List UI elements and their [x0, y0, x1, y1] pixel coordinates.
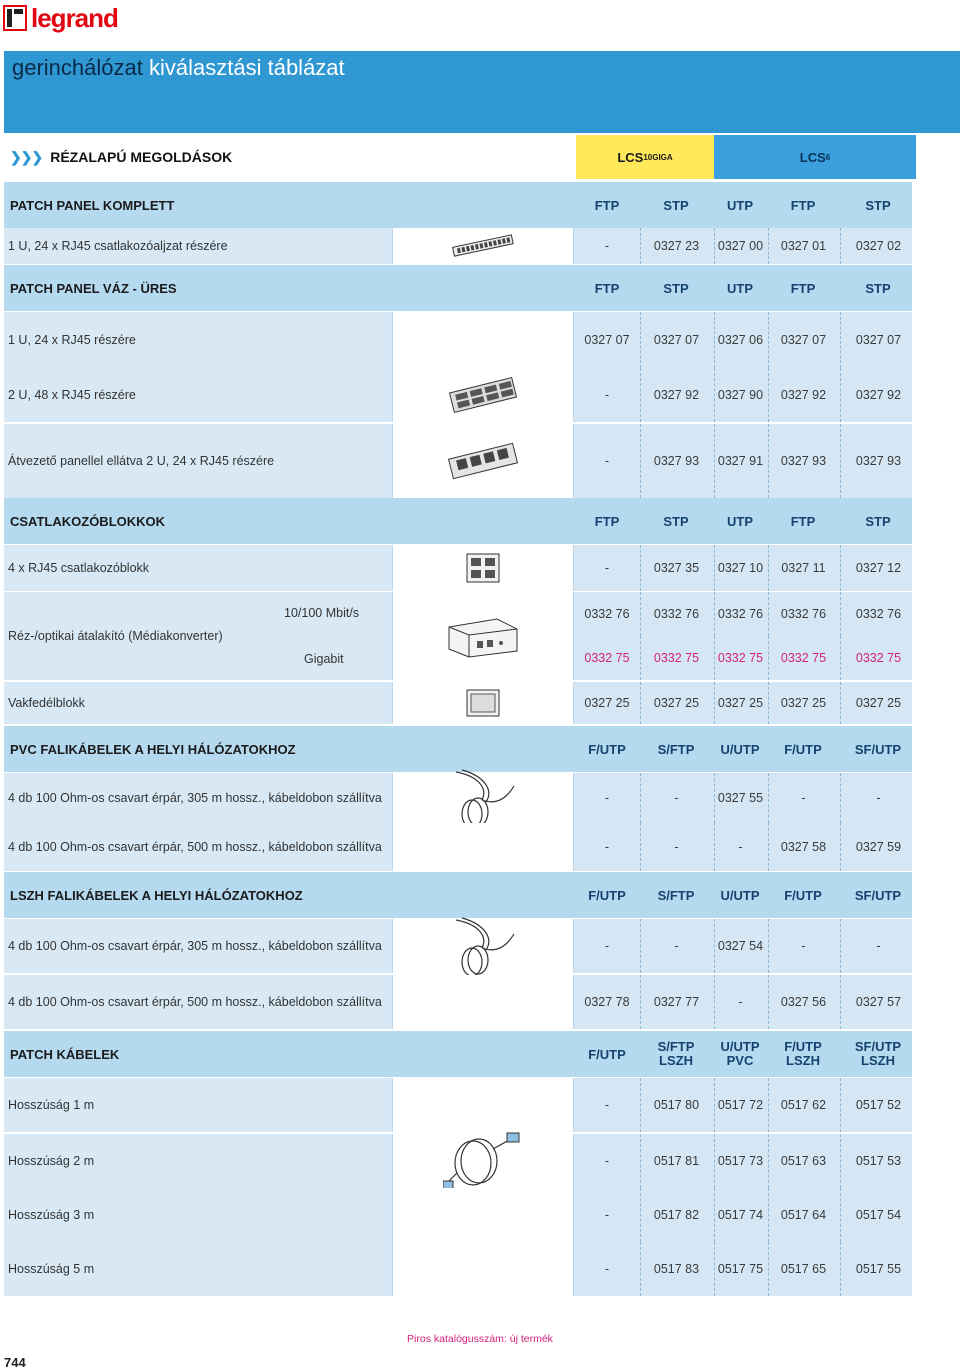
- column-header: F/UTP: [588, 741, 626, 757]
- cable-coil-icon: [392, 919, 574, 973]
- row-label: 1 U, 24 x RJ45 részére: [4, 312, 390, 368]
- speed-label: Gigabit: [304, 652, 344, 666]
- table-row: [4, 312, 912, 368]
- product-code: 0517 63: [768, 1134, 838, 1188]
- column-header: FTP: [790, 513, 816, 529]
- title-banner: [4, 51, 960, 133]
- product-code: 0327 00: [714, 228, 766, 264]
- lcs10giga-column-header: [576, 135, 714, 179]
- row-label: Hosszúság 1 m: [4, 1078, 390, 1132]
- table-header-row: [4, 498, 912, 544]
- table-header-row: [4, 1031, 912, 1077]
- product-code: 0327 90: [714, 368, 766, 422]
- lcs6-column-header: [714, 135, 916, 179]
- row-label: 4 db 100 Ohm-os csavart érpár, 500 m hossz., kábeldobon szállítva: [4, 975, 390, 1029]
- product-code: 0517 82: [640, 1188, 712, 1242]
- column-header: FTP: [790, 197, 816, 213]
- row-label: LSZH FALIKÁBELEK A HELYI HÁLÓZATOKHOZ: [10, 887, 303, 903]
- product-code: 0517 53: [840, 1134, 916, 1188]
- row-label: 4 db 100 Ohm-os csavart érpár, 500 m hossz., kábeldobon szállítva: [4, 823, 390, 871]
- product-code: 0327 35: [640, 545, 712, 591]
- section-title: [4, 135, 390, 179]
- product-code: 0327 12: [840, 545, 916, 591]
- lcs10-label: LCS: [617, 149, 644, 165]
- product-code: -: [604, 1262, 610, 1276]
- legrand-logo: [3, 3, 118, 33]
- row-label: CSATLAKOZÓBLOKKOK: [10, 513, 166, 529]
- product-code: 0327 93: [640, 424, 712, 498]
- product-code-new: 0332 75: [584, 651, 630, 665]
- table-row: [4, 368, 912, 422]
- row-label: 2 U, 48 x RJ45 részére: [4, 368, 390, 422]
- product-image: [392, 975, 574, 1029]
- media-converter-icon: [392, 592, 574, 680]
- product-code: 0327 07: [840, 312, 916, 368]
- product-code: -: [640, 773, 712, 823]
- brand-name: legrand: [31, 2, 118, 33]
- table-row: [4, 592, 912, 680]
- product-code: 0327 07: [640, 312, 712, 368]
- product-code: 0327 59: [840, 823, 916, 871]
- column-header: SF/UTP LSZH: [854, 1039, 902, 1068]
- product-code: 0327 25: [584, 696, 630, 710]
- product-code: 0327 93: [840, 424, 916, 498]
- patch-panel-icon: [392, 228, 574, 264]
- column-header: U/UTP: [720, 887, 760, 903]
- row-label: 4 x RJ45 csatlakozóblokk: [4, 545, 390, 591]
- product-code: 0327 06: [714, 312, 766, 368]
- product-code-new: 0332 75: [640, 636, 712, 680]
- section-header-row: [4, 135, 912, 181]
- table-row: [4, 1242, 912, 1296]
- product-code: -: [768, 919, 838, 973]
- product-code: 0327 10: [714, 545, 766, 591]
- product-code: 0327 25: [714, 682, 766, 724]
- column-header: SF/UTP: [854, 741, 902, 757]
- product-code: 0327 57: [840, 975, 916, 1029]
- product-code: 0517 64: [768, 1188, 838, 1242]
- row-label: 4 db 100 Ohm-os csavart érpár, 305 m hossz., kábeldobon szállítva: [4, 773, 390, 823]
- table-row: [4, 975, 912, 1029]
- row-label: Hosszúság 5 m: [4, 1242, 390, 1296]
- row-label: PATCH PANEL KOMPLETT: [10, 197, 175, 213]
- product-code: 0327 02: [840, 228, 916, 264]
- product-code: -: [714, 823, 766, 871]
- table-row: [4, 424, 912, 498]
- product-code: 0332 76: [840, 592, 916, 636]
- column-header: F/UTP: [784, 887, 822, 903]
- section-title-text: RÉZALAPÚ MEGOLDÁSOK: [50, 149, 233, 165]
- product-code: 0327 77: [640, 975, 712, 1029]
- empty-panel-icon: [392, 368, 574, 422]
- column-header: STP: [663, 280, 689, 296]
- speed-label: 10/100 Mbit/s: [284, 606, 360, 620]
- product-code: 0327 93: [768, 424, 838, 498]
- product-code: 0332 76: [584, 607, 630, 621]
- product-code: -: [768, 773, 838, 823]
- legrand-logo-icon: [3, 5, 27, 31]
- lcs6-label: LCS: [799, 149, 826, 165]
- feedthrough-panel-icon: [392, 424, 574, 498]
- table-row: [4, 228, 912, 264]
- product-code: 0517 72: [714, 1078, 766, 1132]
- column-header: FTP: [594, 513, 620, 529]
- product-code: 0327 25: [768, 682, 838, 724]
- column-header: F/UTP LSZH: [784, 1039, 822, 1068]
- table-header-row: [4, 872, 912, 918]
- product-code: 0327 91: [714, 424, 766, 498]
- product-code-new: 0332 75: [840, 636, 916, 680]
- product-code: 0327 54: [714, 919, 766, 973]
- row-label: Vakfedélblokk: [4, 682, 390, 724]
- product-code: 0517 75: [714, 1242, 766, 1296]
- page-title-main: gerinchálózat: [12, 55, 143, 80]
- column-header: S/FTP: [657, 741, 695, 757]
- product-code: 0517 74: [714, 1188, 766, 1242]
- row-label: PATCH PANEL VÁZ - ÜRES: [10, 280, 177, 296]
- table-header-row: [4, 265, 912, 311]
- column-header: UTP: [727, 513, 753, 529]
- row-label: Réz-/optikai átalakító (Médiakonverter) 10/100 Mbit/s Gigabit: [4, 592, 390, 680]
- product-code: 0327 55: [714, 773, 766, 823]
- product-code: 0517 83: [640, 1242, 712, 1296]
- product-code: 0517 65: [768, 1242, 838, 1296]
- table-row: [4, 823, 912, 871]
- row-label: 4 db 100 Ohm-os csavart érpár, 305 m hossz., kábeldobon szállítva: [4, 919, 390, 973]
- product-code: 0517 80: [640, 1078, 712, 1132]
- product-code: -: [604, 1098, 610, 1112]
- product-code: -: [604, 1208, 610, 1222]
- product-code: 0517 55: [840, 1242, 916, 1296]
- page-title-sub: kiválasztási táblázat: [149, 55, 345, 80]
- row-label: PATCH KÁBELEK: [10, 1046, 120, 1062]
- product-code: -: [604, 388, 610, 402]
- product-code: 0332 76: [714, 592, 766, 636]
- column-header: FTP: [594, 197, 620, 213]
- product-code: -: [604, 239, 610, 253]
- table-row: [4, 1078, 912, 1132]
- product-code: -: [840, 773, 916, 823]
- product-code: 0517 54: [840, 1188, 916, 1242]
- lcs10-sup: 10GIGA: [643, 152, 673, 162]
- blank-cover-icon: [392, 682, 574, 724]
- row-label: Hosszúság 3 m: [4, 1188, 390, 1242]
- product-code: 0517 52: [840, 1078, 916, 1132]
- product-code: 0332 76: [768, 592, 838, 636]
- table-row: [4, 1134, 912, 1188]
- row-label: Átvezető panellel ellátva 2 U, 24 x RJ45 részére: [4, 424, 390, 498]
- lcs6-sup: 6: [825, 152, 831, 162]
- row-label: PVC FALIKÁBELEK A HELYI HÁLÓZATOKHOZ: [10, 741, 296, 757]
- cable-coil-icon: [392, 773, 574, 823]
- column-header: STP: [663, 197, 689, 213]
- product-code: 0327 07: [768, 312, 838, 368]
- table-row: [4, 682, 912, 724]
- product-code: 0327 92: [768, 368, 838, 422]
- product-code: 0327 23: [640, 228, 712, 264]
- product-code: -: [640, 919, 712, 973]
- product-code: 0517 62: [768, 1078, 838, 1132]
- product-code: 0327 56: [768, 975, 838, 1029]
- product-image: [392, 1242, 574, 1296]
- column-header: UTP: [727, 280, 753, 296]
- column-header: S/FTP LSZH: [657, 1039, 695, 1068]
- product-code: -: [840, 919, 916, 973]
- product-code: 0332 76: [640, 592, 712, 636]
- chevrons-icon: ❯❯❯: [10, 148, 43, 165]
- product-code-new: 0332 75: [714, 636, 766, 680]
- column-header: STP: [663, 513, 689, 529]
- patch-cable-icon: [392, 1134, 574, 1188]
- table-row: [4, 1188, 912, 1242]
- product-code: 0327 11: [768, 545, 838, 591]
- product-code: 0517 73: [714, 1134, 766, 1188]
- product-code: -: [604, 1154, 610, 1168]
- product-code: -: [714, 975, 766, 1029]
- product-code: -: [640, 823, 712, 871]
- column-header: FTP: [790, 280, 816, 296]
- product-image: [392, 312, 574, 368]
- product-code: -: [604, 939, 610, 953]
- product-code: 0327 07: [584, 333, 630, 347]
- column-header: STP: [865, 513, 891, 529]
- table-row: [4, 773, 912, 823]
- connector-block-icon: [392, 545, 574, 591]
- product-code: 0517 81: [640, 1134, 712, 1188]
- column-header: F/UTP: [588, 887, 626, 903]
- page-number: 744: [4, 1355, 26, 1370]
- product-code: 0327 92: [840, 368, 916, 422]
- column-header: UTP: [727, 197, 753, 213]
- product-code-new: 0332 75: [768, 636, 838, 680]
- product-code: 0327 92: [640, 368, 712, 422]
- product-code: 0327 01: [768, 228, 838, 264]
- product-code: -: [604, 454, 610, 468]
- table-row: [4, 919, 912, 973]
- product-image: [392, 823, 574, 871]
- column-header: STP: [865, 280, 891, 296]
- product-image: [392, 1188, 574, 1242]
- column-header: SF/UTP: [854, 887, 902, 903]
- page-title: [12, 55, 345, 81]
- column-header: STP: [865, 197, 891, 213]
- table-row: [4, 545, 912, 591]
- product-code: -: [604, 561, 610, 575]
- column-header: F/UTP: [784, 741, 822, 757]
- product-image: [392, 1078, 574, 1132]
- product-code: 0327 58: [768, 823, 838, 871]
- product-code: 0327 78: [584, 995, 630, 1009]
- table-header-row: [4, 182, 912, 228]
- column-header: U/UTP PVC: [720, 1039, 760, 1068]
- column-header: F/UTP: [588, 1046, 626, 1062]
- footer-note: Piros katalógusszám: új termék: [407, 1333, 553, 1345]
- product-code: -: [604, 840, 610, 854]
- product-code: 0327 25: [840, 682, 916, 724]
- product-code: -: [604, 791, 610, 805]
- column-header: S/FTP: [657, 887, 695, 903]
- product-code: 0327 25: [640, 682, 712, 724]
- column-header: FTP: [594, 280, 620, 296]
- column-header: U/UTP: [720, 741, 760, 757]
- row-label: 1 U, 24 x RJ45 csatlakozóaljzat részére: [4, 228, 390, 264]
- row-label: Hosszúság 2 m: [4, 1134, 390, 1188]
